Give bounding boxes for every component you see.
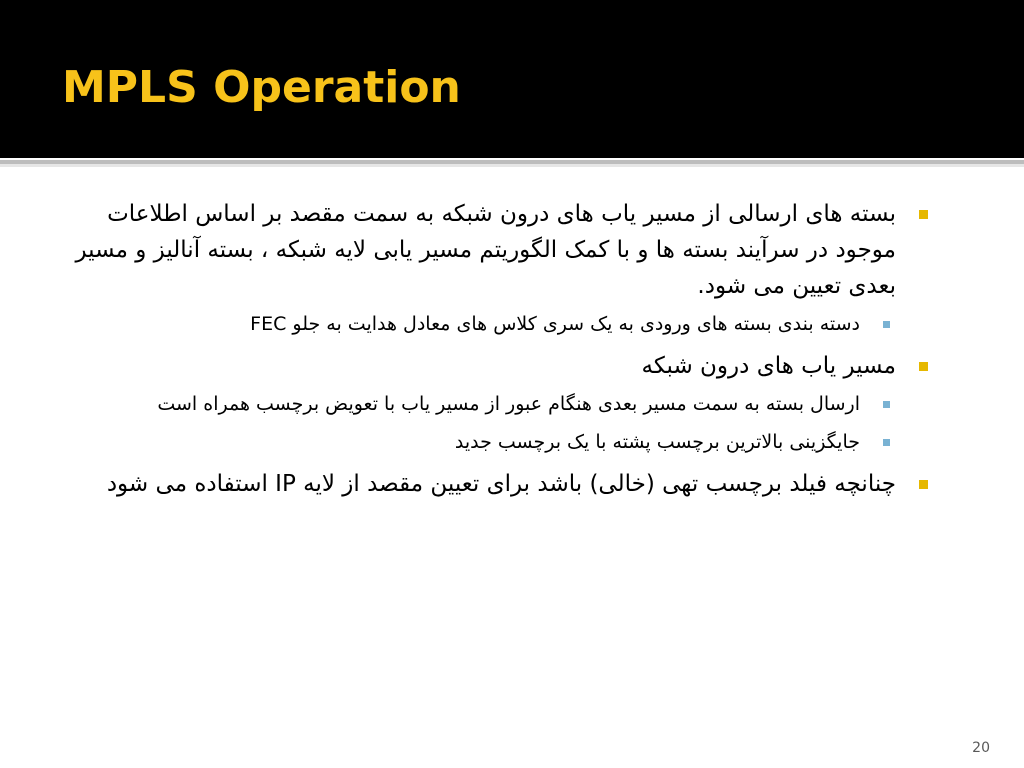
bullet-item-level1 — [60, 196, 932, 304]
square-bullet-icon — [883, 321, 890, 328]
bullet-text: دسته بندی بسته های ورودی به یک سری کلاس های معادل هدایت به جلو FEC — [250, 313, 860, 335]
square-bullet-icon — [883, 401, 890, 408]
bullet-text: چنانچه فیلد برچسب تهی (خالی) باشد برای تعیین مقصد از لایه IP استفاده می شود — [106, 471, 896, 497]
bullet-text: بسته های ارسالی از مسیر یاب های درون شبکه به سمت مقصد بر اساس اطلاعات موجود در سرآیند بسته ها و با کمک الگوریتم مسیر یابی لایه شبکه ، بسته آنالیز و مسیر بعدی تعیین می شود. — [75, 201, 896, 299]
title-divider-shadow — [0, 164, 1024, 167]
square-bullet-icon — [883, 439, 890, 446]
title-bar — [0, 0, 1024, 158]
bullet-item-level2 — [60, 310, 932, 338]
bullet-item-level1 — [60, 348, 932, 384]
square-bullet-icon — [919, 362, 928, 371]
bullet-list — [60, 196, 932, 508]
square-bullet-icon — [919, 480, 928, 489]
bullet-text: مسیر یاب های درون شبکه — [641, 353, 896, 379]
bullet-text: جایگزینی بالاترین برچسب پشته با یک برچسب جدید — [454, 431, 860, 453]
bullet-item-level2 — [60, 428, 932, 456]
bullet-item-level1 — [60, 466, 932, 502]
bullet-item-level2 — [60, 390, 932, 418]
bullet-text: ارسال بسته به سمت مسیر بعدی هنگام عبور از مسیر یاب با تعویض برچسب همراه است — [157, 393, 860, 415]
square-bullet-icon — [919, 210, 928, 219]
slide-title: MPLS Operation — [62, 62, 461, 113]
page-number: 20 — [972, 740, 990, 756]
